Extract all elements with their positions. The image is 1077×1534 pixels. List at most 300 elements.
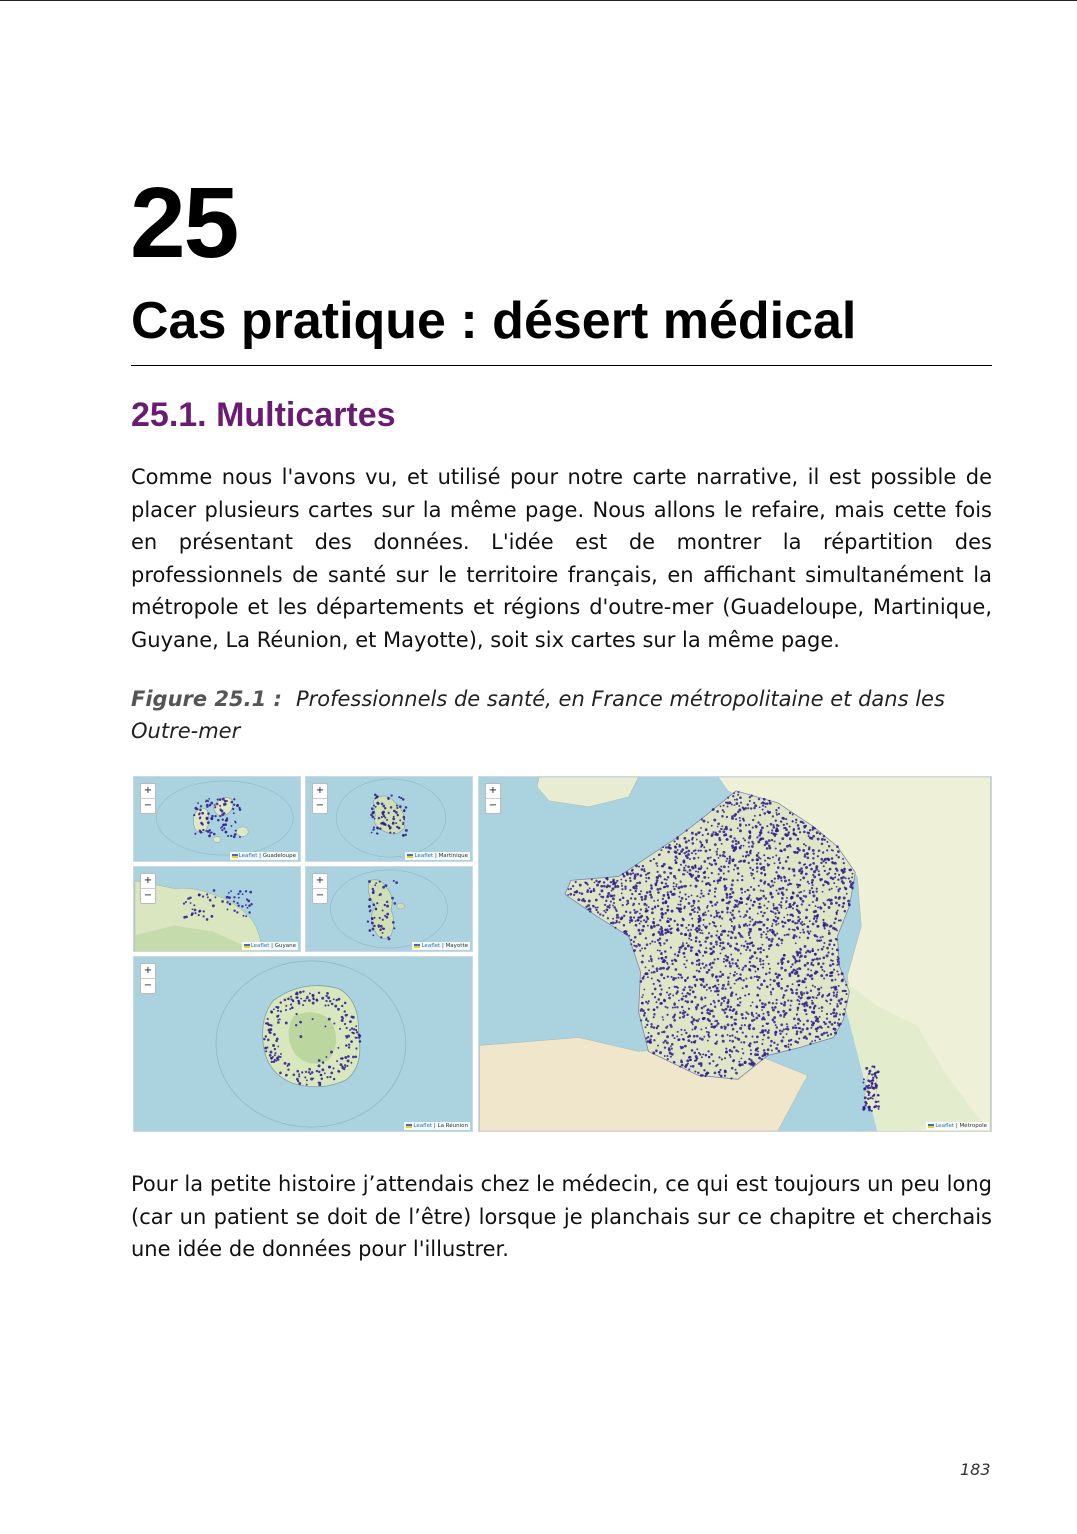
health-professional-point (674, 1037, 676, 1039)
health-professional-point (788, 867, 791, 870)
health-professional-point (344, 1010, 346, 1012)
health-professional-point (804, 895, 807, 898)
health-professional-point (647, 976, 649, 978)
health-professional-point (305, 1071, 307, 1073)
health-professional-point (818, 870, 820, 872)
health-professional-point (784, 934, 786, 936)
health-professional-point (802, 876, 805, 879)
health-professional-point (810, 868, 813, 871)
health-professional-point (735, 993, 737, 995)
health-professional-point (681, 993, 683, 995)
health-professional-point (686, 942, 688, 944)
health-professional-point (742, 1052, 744, 1054)
health-professional-point (739, 997, 741, 999)
health-professional-point (874, 1107, 876, 1109)
health-professional-point (726, 1015, 729, 1018)
health-professional-point (733, 974, 736, 977)
health-professional-point (787, 960, 790, 963)
health-professional-point (320, 1074, 322, 1076)
health-professional-point (774, 1031, 777, 1034)
health-professional-point (763, 949, 765, 951)
health-professional-point (771, 839, 773, 841)
health-professional-point (842, 905, 845, 908)
leaflet-link[interactable]: Leaflet (421, 943, 441, 949)
health-professional-point (772, 1018, 775, 1021)
map-martinique[interactable] (305, 776, 473, 862)
health-professional-point (731, 925, 733, 927)
health-professional-point (729, 1040, 731, 1042)
health-professional-point (768, 1001, 771, 1004)
health-professional-point (833, 994, 835, 996)
health-professional-point (715, 1034, 717, 1036)
health-professional-point (626, 933, 628, 935)
health-professional-point (726, 908, 728, 910)
health-professional-point (758, 921, 761, 924)
health-professional-point (273, 1033, 276, 1036)
health-professional-point (798, 1000, 800, 1002)
health-professional-point (706, 989, 708, 991)
health-professional-point (827, 951, 829, 953)
health-professional-point (798, 1003, 800, 1005)
leaflet-link[interactable]: Leaflet (238, 853, 258, 859)
health-professional-point (238, 807, 240, 809)
health-professional-point (368, 899, 370, 901)
zoom-out-button[interactable]: − (313, 798, 327, 813)
zoom-in-button[interactable]: + (143, 875, 153, 886)
health-professional-point (772, 815, 774, 817)
health-professional-point (616, 920, 618, 922)
health-professional-point (779, 1030, 781, 1032)
health-professional-point (661, 1031, 663, 1033)
health-professional-point (759, 951, 762, 954)
health-professional-point (683, 867, 685, 869)
health-professional-point (318, 1064, 321, 1067)
page-number: 183 (960, 1460, 991, 1479)
health-professional-point (763, 812, 766, 815)
health-professional-point (687, 944, 690, 947)
health-professional-point (707, 1034, 709, 1036)
health-professional-point (698, 1018, 700, 1020)
health-professional-point (346, 1027, 348, 1029)
health-professional-point (737, 959, 739, 961)
health-professional-point (851, 876, 853, 878)
health-professional-point (660, 944, 662, 946)
health-professional-point (725, 826, 728, 829)
health-professional-point (756, 866, 759, 869)
health-professional-point (273, 1060, 276, 1063)
health-professional-point (742, 855, 744, 857)
health-professional-point (778, 875, 780, 877)
health-professional-point (816, 1027, 819, 1030)
health-professional-point (811, 887, 813, 889)
health-professional-point (674, 1014, 676, 1016)
health-professional-point (245, 904, 247, 906)
health-professional-point (793, 929, 795, 931)
health-professional-point (593, 888, 595, 890)
health-professional-point (276, 1006, 279, 1009)
health-professional-point (803, 981, 806, 984)
health-professional-point (632, 872, 634, 874)
health-professional-point (733, 850, 735, 852)
health-professional-point (668, 987, 670, 989)
health-professional-point (702, 895, 704, 897)
health-professional-point (698, 959, 701, 962)
health-professional-point (724, 1012, 726, 1014)
health-professional-point (756, 1035, 759, 1038)
health-professional-point (865, 1104, 867, 1106)
health-professional-point (780, 1023, 783, 1026)
health-professional-point (750, 850, 752, 852)
health-professional-point (830, 1013, 832, 1015)
leaflet-link[interactable]: Leaflet (250, 943, 270, 949)
health-professional-point (759, 988, 761, 990)
health-professional-point (720, 933, 723, 936)
health-professional-point (605, 911, 607, 913)
health-professional-point (801, 1028, 804, 1031)
health-professional-point (710, 935, 713, 938)
health-professional-point (736, 879, 738, 881)
health-professional-point (589, 910, 591, 912)
leaflet-link[interactable]: Leaflet (935, 1123, 955, 1129)
health-professional-point (705, 1054, 708, 1057)
health-professional-point (372, 828, 374, 830)
health-professional-point (808, 835, 810, 837)
health-professional-point (740, 897, 742, 899)
zoom-out-button[interactable]: − (141, 978, 155, 993)
health-professional-point (810, 990, 812, 992)
health-professional-point (388, 937, 391, 940)
health-professional-point (384, 807, 386, 809)
health-professional-point (772, 1002, 774, 1004)
health-professional-point (703, 1006, 705, 1008)
health-professional-point (642, 925, 645, 928)
health-professional-point (796, 926, 799, 929)
health-professional-point (775, 1024, 777, 1026)
health-professional-point (721, 825, 723, 827)
health-professional-point (737, 978, 739, 980)
health-professional-point (800, 922, 802, 924)
health-professional-point (643, 975, 645, 977)
health-professional-point (707, 937, 709, 939)
health-professional-point (701, 996, 703, 998)
zoom-out-button[interactable]: − (486, 798, 500, 813)
health-professional-point (696, 1048, 698, 1050)
health-professional-point (731, 1040, 734, 1043)
health-professional-point (739, 847, 742, 850)
health-professional-point (820, 858, 823, 861)
health-professional-point (661, 988, 663, 990)
health-professional-point (734, 971, 736, 973)
health-professional-point (185, 915, 188, 918)
health-professional-point (804, 978, 807, 981)
health-professional-point (274, 1059, 276, 1061)
health-professional-point (839, 1002, 842, 1005)
health-professional-point (783, 1004, 786, 1007)
health-professional-point (651, 908, 654, 911)
health-professional-point (766, 936, 768, 938)
health-professional-point (782, 925, 785, 928)
health-professional-point (347, 1059, 350, 1062)
health-professional-point (730, 1006, 732, 1008)
health-professional-point (788, 879, 790, 881)
health-professional-point (786, 889, 788, 891)
health-professional-point (645, 1019, 647, 1021)
health-professional-point (665, 929, 667, 931)
health-professional-point (653, 1008, 656, 1011)
health-professional-point (785, 1028, 787, 1030)
zoom-in-button[interactable]: + (143, 965, 153, 976)
health-professional-point (820, 987, 822, 989)
health-professional-point (646, 1024, 648, 1026)
health-professional-point (624, 888, 626, 890)
health-professional-point (705, 914, 707, 916)
health-professional-point (784, 921, 787, 924)
health-professional-point (683, 1010, 685, 1012)
health-professional-point (274, 1052, 276, 1054)
map-guadeloupe[interactable] (133, 776, 301, 862)
health-professional-point (661, 930, 664, 933)
health-professional-point (645, 972, 648, 975)
health-professional-point (792, 955, 794, 957)
health-professional-point (249, 891, 252, 894)
health-professional-point (824, 858, 827, 861)
health-professional-point (639, 950, 641, 952)
health-professional-point (299, 991, 302, 994)
health-professional-point (703, 1069, 705, 1071)
health-professional-point (625, 930, 627, 932)
health-professional-point (751, 841, 753, 843)
health-professional-point (351, 1016, 354, 1019)
health-professional-point (852, 873, 854, 875)
health-professional-point (667, 851, 670, 854)
health-professional-point (675, 992, 677, 994)
health-professional-point (736, 1037, 738, 1039)
health-professional-point (194, 909, 197, 912)
health-professional-point (633, 903, 636, 906)
health-professional-point (719, 830, 722, 833)
health-professional-point (810, 962, 812, 964)
health-professional-point (864, 1087, 867, 1090)
health-professional-point (725, 1026, 727, 1028)
health-professional-point (764, 873, 766, 875)
health-professional-point (794, 922, 797, 925)
health-professional-point (823, 1021, 825, 1023)
health-professional-point (774, 907, 777, 910)
health-professional-point (800, 821, 802, 823)
guadeloupe-map-canvas (134, 777, 300, 861)
map-metropole[interactable] (478, 776, 992, 1132)
health-professional-point (688, 924, 690, 926)
health-professional-point (871, 1085, 873, 1087)
health-professional-point (683, 963, 685, 965)
health-professional-point (761, 1055, 764, 1058)
health-professional-point (768, 839, 771, 842)
health-professional-point (711, 1025, 714, 1028)
health-professional-point (734, 799, 736, 801)
health-professional-point (834, 876, 836, 878)
health-professional-point (706, 971, 709, 974)
health-professional-point (641, 898, 644, 901)
health-professional-point (733, 926, 736, 929)
map-mayotte[interactable] (305, 866, 473, 952)
health-professional-point (810, 863, 812, 865)
health-professional-point (754, 951, 756, 953)
health-professional-point (659, 937, 661, 939)
health-professional-point (777, 878, 779, 880)
health-professional-point (837, 856, 840, 859)
zoom-in-button[interactable]: + (315, 785, 325, 796)
health-professional-point (774, 1034, 776, 1036)
health-professional-point (731, 1067, 734, 1070)
health-professional-point (699, 917, 702, 920)
health-professional-point (222, 798, 225, 801)
health-professional-point (209, 899, 212, 902)
health-professional-point (223, 827, 225, 829)
health-professional-point (792, 929, 794, 931)
health-professional-point (647, 1002, 649, 1004)
health-professional-point (749, 949, 751, 951)
health-professional-point (774, 1006, 777, 1009)
health-professional-point (700, 842, 702, 844)
health-professional-point (677, 904, 679, 906)
health-professional-point (797, 922, 799, 924)
health-professional-point (694, 984, 697, 987)
health-professional-point (812, 826, 814, 828)
health-professional-point (236, 911, 238, 913)
health-professional-point (730, 931, 732, 933)
zoom-out-button[interactable]: − (313, 888, 327, 903)
health-professional-point (761, 1043, 763, 1045)
health-professional-point (697, 871, 699, 873)
health-professional-point (721, 1009, 723, 1011)
health-professional-point (344, 1066, 346, 1068)
health-professional-point (272, 1044, 275, 1047)
health-professional-point (675, 977, 677, 979)
health-professional-point (382, 805, 385, 808)
health-professional-point (710, 864, 713, 867)
map-guyane[interactable] (133, 866, 301, 952)
health-professional-point (656, 924, 658, 926)
health-professional-point (626, 871, 629, 874)
health-professional-point (603, 881, 605, 883)
health-professional-point (718, 916, 721, 919)
health-professional-point (620, 879, 622, 881)
reunion-attribution: Leaflet | La Réunion (404, 1122, 470, 1130)
health-professional-point (657, 1025, 659, 1027)
zoom-out-button[interactable]: − (141, 888, 155, 903)
health-professional-point (670, 931, 673, 934)
health-professional-point (741, 1024, 743, 1026)
zoom-in-button[interactable]: + (315, 875, 325, 886)
health-professional-point (770, 991, 772, 993)
health-professional-point (738, 967, 740, 969)
health-professional-point (679, 949, 681, 951)
zoom-in-button[interactable]: + (143, 785, 153, 796)
map-reunion[interactable] (133, 956, 473, 1132)
health-professional-point (612, 887, 615, 890)
health-professional-point (721, 828, 723, 830)
health-professional-point (716, 915, 719, 918)
health-professional-point (596, 884, 599, 887)
health-professional-point (643, 1014, 645, 1016)
health-professional-point (761, 1058, 763, 1060)
health-professional-point (779, 849, 782, 852)
health-professional-point (771, 832, 773, 834)
health-professional-point (599, 913, 601, 915)
health-professional-point (733, 814, 736, 817)
health-professional-point (683, 859, 686, 862)
zoom-in-button[interactable]: + (488, 785, 498, 796)
health-professional-point (729, 835, 732, 838)
health-professional-point (207, 800, 209, 802)
health-professional-point (679, 891, 681, 893)
map-label-mayotte: Mayotte (445, 943, 468, 949)
health-professional-point (353, 1032, 355, 1034)
health-professional-point (692, 990, 695, 993)
health-professional-point (233, 910, 235, 912)
health-professional-point (781, 817, 784, 820)
health-professional-point (695, 953, 698, 956)
health-professional-point (706, 1031, 708, 1033)
health-professional-point (743, 845, 745, 847)
health-professional-point (664, 932, 667, 935)
health-professional-point (748, 846, 750, 848)
health-professional-point (786, 934, 788, 936)
zoom-out-button[interactable]: − (141, 798, 155, 813)
health-professional-point (667, 963, 669, 965)
health-professional-point (332, 1067, 334, 1069)
health-professional-point (689, 1035, 691, 1037)
health-professional-point (660, 876, 662, 878)
health-professional-point (239, 890, 242, 893)
health-professional-point (570, 888, 572, 890)
health-professional-point (645, 880, 647, 882)
health-professional-point (815, 905, 817, 907)
health-professional-point (705, 839, 708, 842)
health-professional-point (622, 873, 624, 875)
health-professional-point (811, 977, 814, 980)
leaflet-link[interactable]: Leaflet (414, 853, 434, 859)
health-professional-point (766, 1053, 769, 1056)
leaflet-link[interactable]: Leaflet (413, 1123, 433, 1129)
health-professional-point (706, 984, 708, 986)
health-professional-point (716, 853, 718, 855)
health-professional-point (189, 896, 192, 899)
health-professional-point (394, 902, 397, 905)
health-professional-point (805, 916, 808, 919)
health-professional-point (835, 1015, 838, 1018)
health-professional-point (685, 851, 687, 853)
health-professional-point (321, 1078, 324, 1081)
health-professional-point (824, 839, 826, 841)
health-professional-point (588, 900, 591, 903)
health-professional-point (679, 1066, 681, 1068)
health-professional-point (637, 929, 640, 932)
health-professional-point (280, 1053, 282, 1055)
health-professional-point (380, 925, 383, 928)
mayotte-attribution: Leaflet | Mayotte (412, 942, 470, 950)
health-professional-point (379, 917, 381, 919)
health-professional-point (221, 813, 224, 816)
health-professional-point (819, 1025, 822, 1028)
health-professional-point (277, 1010, 279, 1012)
health-professional-point (622, 904, 624, 906)
health-professional-point (612, 918, 614, 920)
health-professional-point (355, 1025, 357, 1027)
health-professional-point (630, 919, 633, 922)
health-professional-point (845, 887, 848, 890)
health-professional-point (718, 857, 720, 859)
